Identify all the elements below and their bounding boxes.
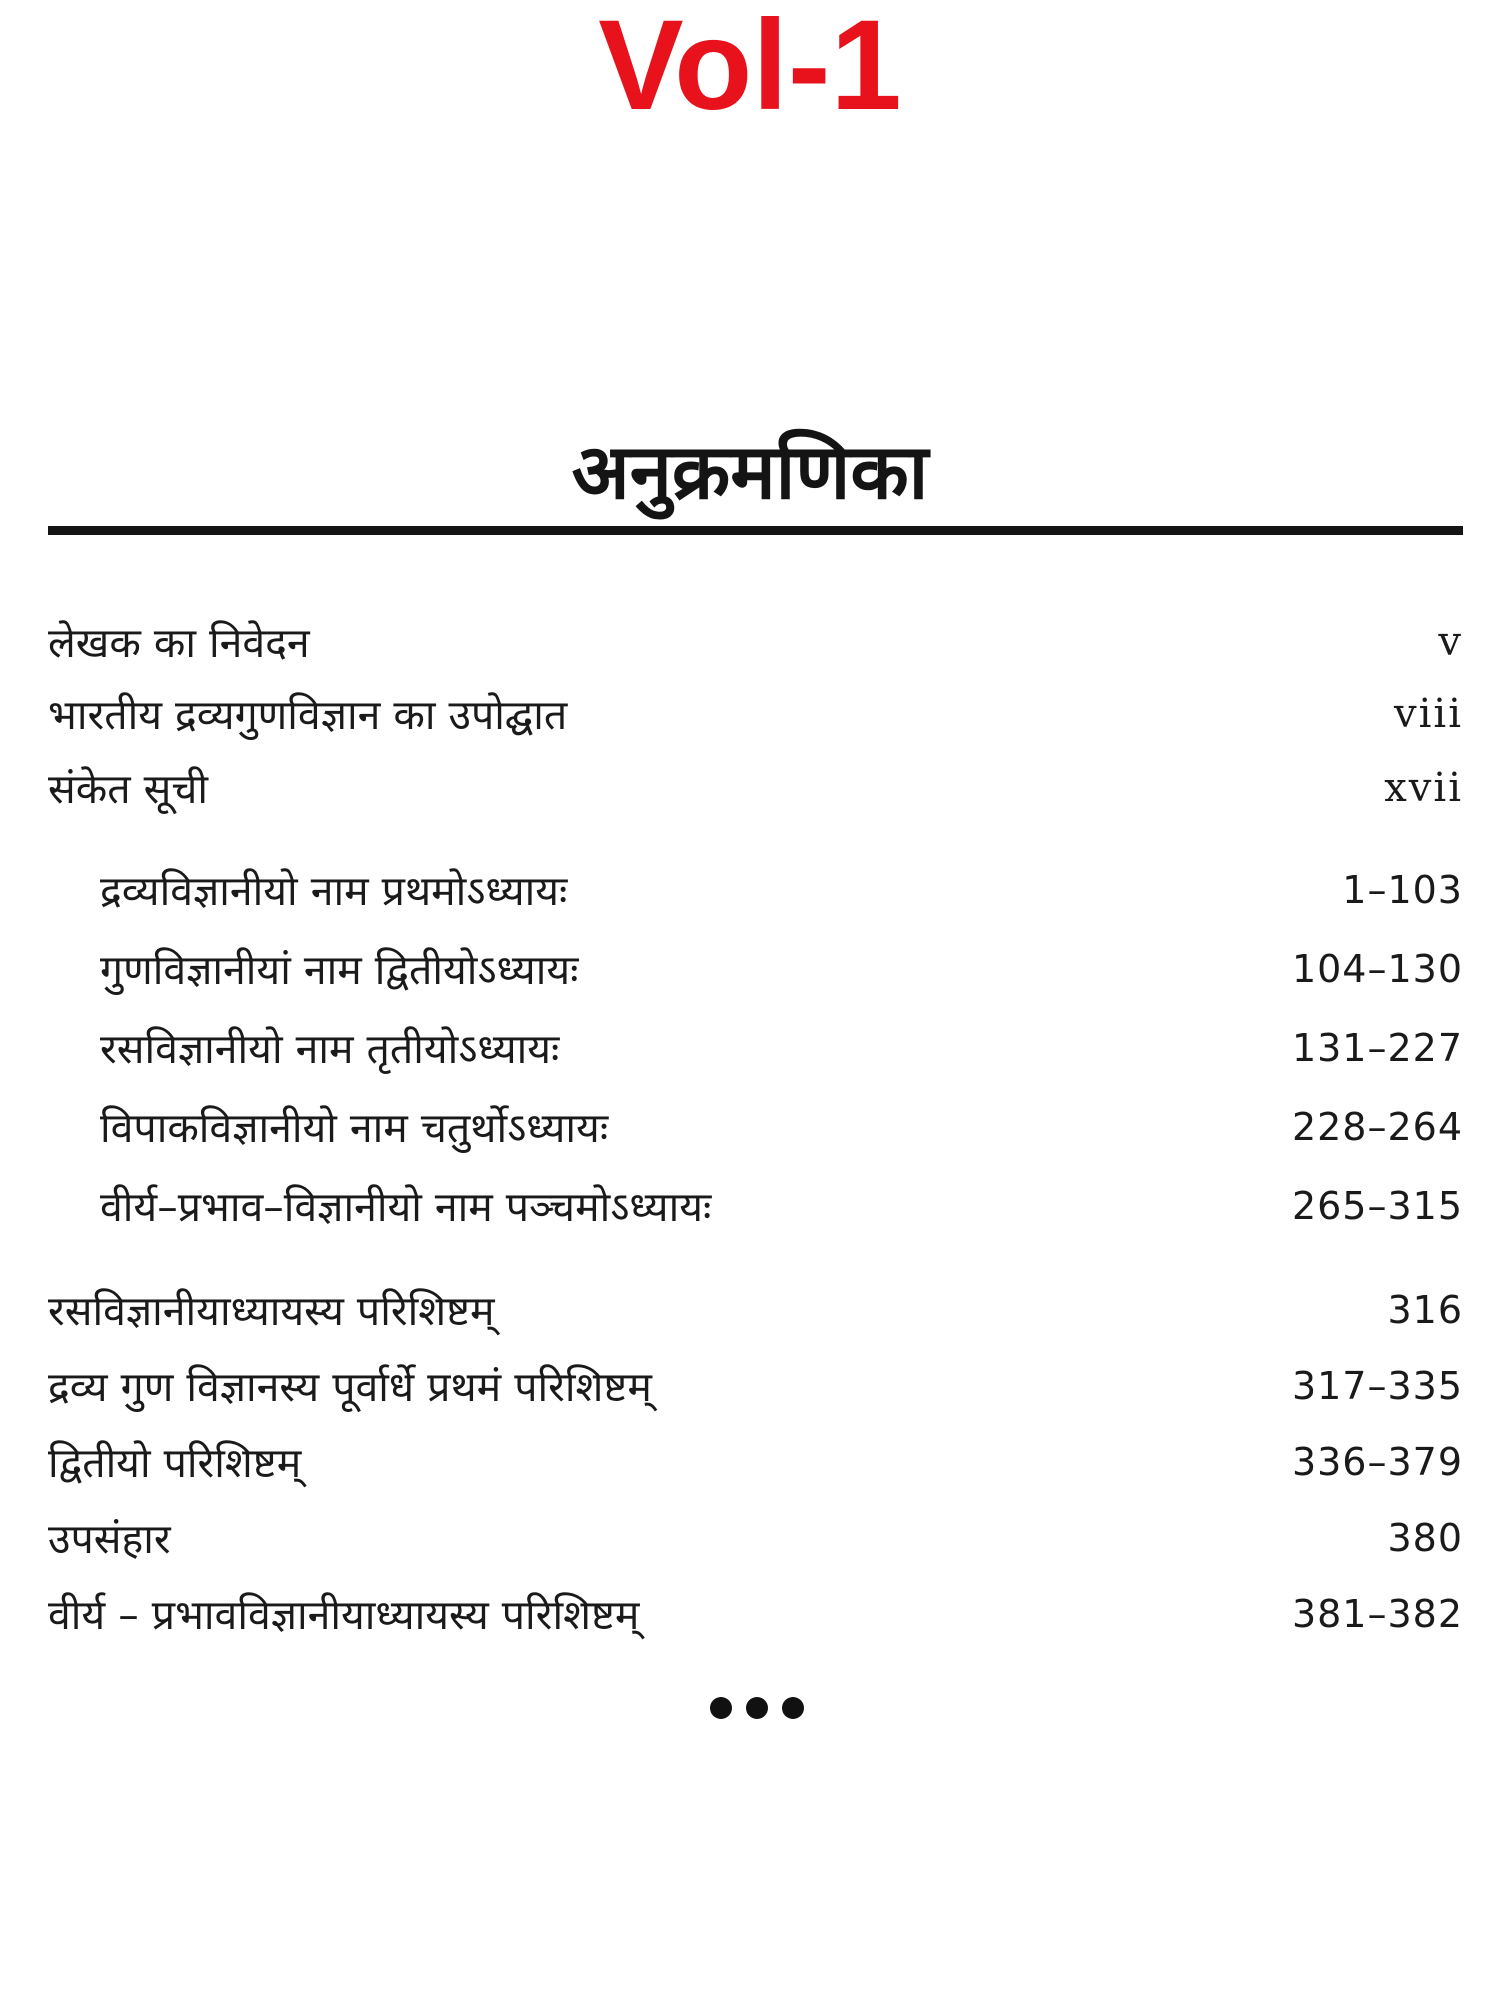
toc-title: द्वितीयो परिशिष्टम् bbox=[48, 1439, 302, 1487]
toc-title: वीर्य–प्रभाव–विज्ञानीयो नाम पञ्चमोऽध्यायः bbox=[100, 1183, 712, 1231]
toc-page-number: 228–264 bbox=[1291, 1105, 1463, 1149]
toc-page-number: 104–130 bbox=[1291, 947, 1463, 991]
toc-page-number: viii bbox=[1394, 691, 1463, 737]
toc-title: उपसंहार bbox=[48, 1515, 171, 1563]
toc-row-chapter-4 bbox=[48, 1097, 1463, 1157]
toc-title: वीर्य – प्रभावविज्ञानीयाध्यायस्य परिशिष्टम् bbox=[48, 1591, 640, 1639]
toc-title: द्रव्य गुण विज्ञानस्य पूर्वार्धे प्रथमं परिशिष्टम् bbox=[48, 1363, 652, 1411]
toc-row-appendix-1 bbox=[48, 1280, 1463, 1340]
toc-row-preface bbox=[48, 612, 1463, 672]
toc-page-number: 316 bbox=[1387, 1288, 1463, 1332]
toc-page-number: 131–227 bbox=[1291, 1026, 1463, 1070]
volume-label: Vol-1 bbox=[598, 0, 902, 137]
toc-row-appendix-3 bbox=[48, 1432, 1463, 1492]
toc-title: लेखक का निवेदन bbox=[48, 619, 310, 667]
toc-row-conclusion bbox=[48, 1508, 1463, 1568]
page-title: अनुक्रमणिका bbox=[571, 427, 929, 516]
title-rule bbox=[48, 526, 1463, 535]
toc-page-number: 265–315 bbox=[1291, 1184, 1463, 1228]
toc-page-number: 381–382 bbox=[1291, 1592, 1463, 1636]
toc-page-number: v bbox=[1438, 619, 1463, 665]
toc-title: संकेत सूची bbox=[48, 765, 208, 813]
toc-row-introduction bbox=[48, 684, 1463, 744]
dot-icon bbox=[710, 1697, 732, 1719]
dot-icon bbox=[746, 1697, 768, 1719]
toc-page-number: 1–103 bbox=[1342, 868, 1463, 912]
toc-title: भारतीय द्रव्यगुणविज्ञान का उपोद्घात bbox=[48, 691, 568, 739]
toc-row-chapter-2 bbox=[48, 939, 1463, 999]
toc-row-appendix-4 bbox=[48, 1584, 1463, 1644]
toc-page-number: 317–335 bbox=[1291, 1364, 1463, 1408]
toc-row-chapter-3 bbox=[48, 1018, 1463, 1078]
toc-page-number: 336–379 bbox=[1291, 1440, 1463, 1484]
toc-row-abbreviations bbox=[48, 758, 1463, 818]
toc-title: रसविज्ञानीयाध्यायस्य परिशिष्टम् bbox=[48, 1287, 495, 1335]
toc-page-number: xvii bbox=[1384, 765, 1463, 811]
toc-title: विपाकविज्ञानीयो नाम चतुर्थोऽध्यायः bbox=[100, 1104, 609, 1152]
toc-title: रसविज्ञानीयो नाम तृतीयोऽध्यायः bbox=[100, 1025, 560, 1073]
dot-icon bbox=[782, 1697, 804, 1719]
toc-title: द्रव्यविज्ञानीयो नाम प्रथमोऽध्यायः bbox=[100, 867, 568, 915]
end-ornament bbox=[710, 1697, 804, 1719]
toc-page-number: 380 bbox=[1387, 1516, 1463, 1560]
toc-title: गुणविज्ञानीयां नाम द्वितीयोऽध्यायः bbox=[100, 946, 579, 994]
toc-row-chapter-5 bbox=[48, 1176, 1463, 1236]
toc-row-chapter-1 bbox=[48, 860, 1463, 920]
toc-row-appendix-2 bbox=[48, 1356, 1463, 1416]
